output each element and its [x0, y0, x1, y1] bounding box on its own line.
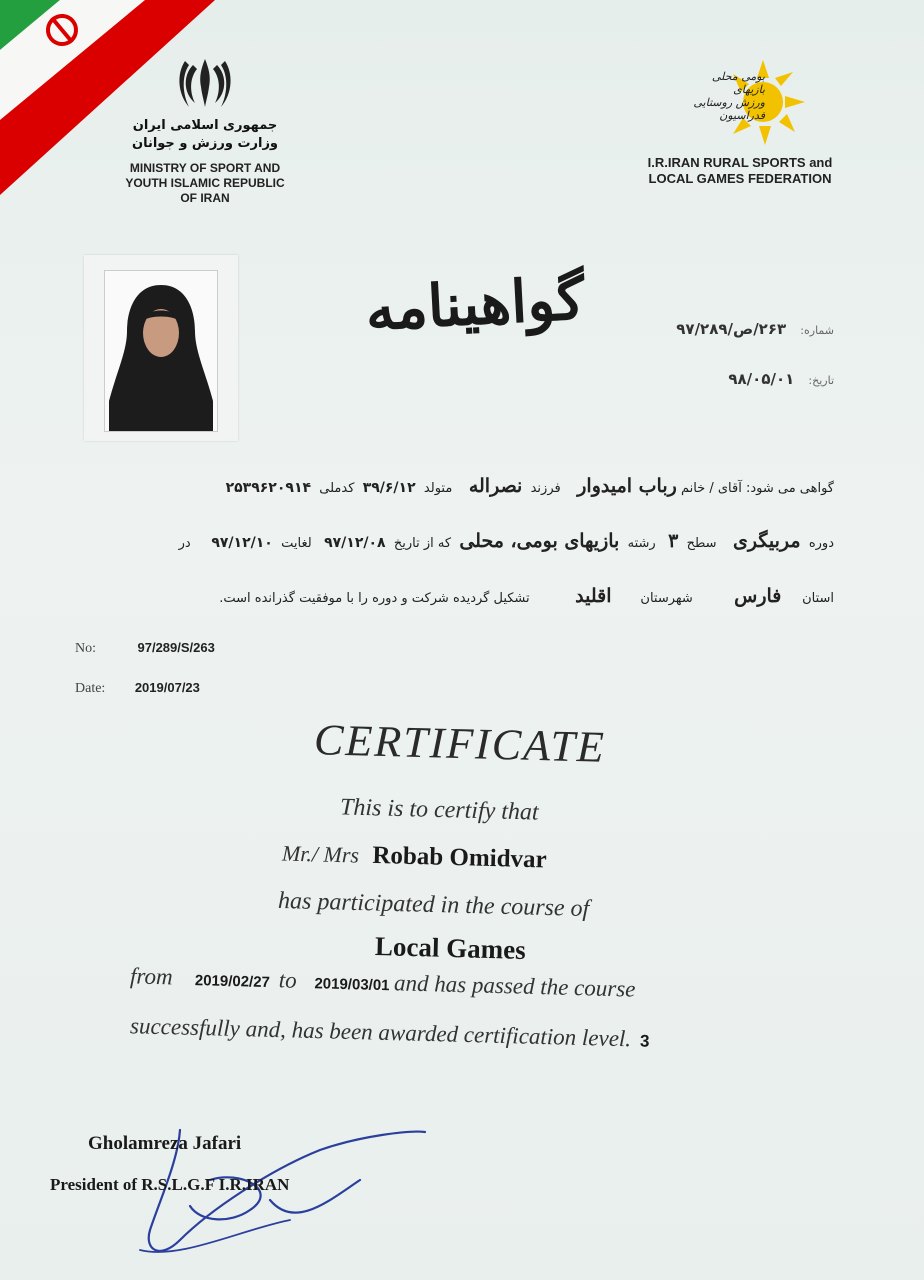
- name-line: [282, 840, 547, 875]
- fa-l3-a: استان: [802, 591, 834, 606]
- fa-birth-date: ۳۹/۶/۱۲: [362, 480, 416, 496]
- fa-date-label: تاریخ:: [808, 374, 834, 387]
- en-date-row: [75, 680, 200, 697]
- portrait-image: [105, 271, 217, 431]
- certify-line: This is to certify that: [339, 794, 539, 826]
- signatory-name: Gholamreza Jafari: [88, 1133, 242, 1154]
- federation-header: [630, 60, 850, 187]
- fed-logo-fa2: بازیهای: [733, 83, 765, 96]
- iran-emblem-icon: [177, 55, 233, 111]
- fa-date-row: [728, 370, 834, 388]
- awarded-line: [130, 1013, 650, 1053]
- ministry-en-name: [90, 161, 320, 206]
- passed-text: and has passed the course: [393, 970, 636, 1002]
- honorific: Mr./ Mrs: [281, 840, 360, 868]
- fa-holder-name: رباب امیدوار: [577, 475, 677, 497]
- fa-l3-c: تشکیل گردیده شرکت و دوره را با موفقیت گذرانده است.: [219, 591, 530, 606]
- dates-line: [130, 963, 636, 1002]
- fa-to-date: ۹۷/۱۲/۱۰: [211, 535, 273, 551]
- fa-level: ۳: [668, 530, 679, 552]
- federation-en-line2: LOCAL GAMES FEDERATION: [648, 171, 832, 186]
- signatory-title: President of R.S.L.G.F I.R.IRAN: [50, 1175, 290, 1194]
- fa-from-date: ۹۷/۱۲/۰۸: [324, 535, 386, 551]
- ministry-en-line1: MINISTRY OF SPORT AND: [129, 161, 281, 175]
- federation-en-line1: I.R.IRAN RURAL SPORTS and: [647, 155, 833, 170]
- awarded-level: 3: [639, 1031, 650, 1051]
- fa-father-name: نصراله: [468, 475, 523, 497]
- to-date: 2019/03/01: [314, 975, 390, 995]
- fa-number-row: [676, 320, 834, 338]
- en-date-value: 2019/07/23: [134, 680, 200, 695]
- fa-number-value: ۲۶۳/ص/۹۷/۲۸۹: [676, 320, 787, 338]
- awarded-text: successfully and, has been awarded certification level.: [129, 1013, 632, 1052]
- fed-logo-fa1: بومی محلی: [711, 70, 765, 83]
- holder-photo: [84, 255, 238, 441]
- fed-logo-fa4: فدراسیون: [719, 109, 765, 122]
- fa-l2-a: دوره: [808, 536, 834, 551]
- fa-l2-f: در: [178, 536, 191, 551]
- en-date-label: Date:: [75, 681, 106, 696]
- fa-number-label: شماره:: [800, 324, 834, 337]
- fa-national-id: ۲۵۳۹۶۲۰۹۱۴: [225, 480, 312, 496]
- ministry-fa-line1: جمهوری اسلامی ایران: [132, 118, 278, 133]
- fa-date-value: ۹۸/۰۵/۰۱: [728, 370, 795, 388]
- ministry-fa-line2: وزارت ورزش و جوانان: [131, 136, 279, 151]
- fa-l2-b: سطح: [686, 536, 717, 551]
- holder-name: Robab Omidvar: [372, 841, 548, 874]
- certificate-title: CERTIFICATE: [313, 715, 607, 772]
- fa-l2-d: که از تاریخ: [393, 536, 452, 551]
- federation-en-name: [630, 155, 850, 187]
- fa-province: فارس: [734, 585, 782, 607]
- fa-course: مربیگری: [733, 530, 801, 552]
- fed-logo-fa3: ورزش روستایی: [693, 96, 765, 109]
- to-label: to: [278, 967, 298, 993]
- fa-l2-c: رشته: [627, 536, 656, 551]
- course-name: Local Games: [374, 931, 527, 965]
- ministry-en-line2: YOUTH ISLAMIC REPUBLIC: [125, 176, 285, 190]
- fa-l2-e: لغایت: [281, 536, 312, 551]
- ministry-header: [90, 55, 320, 206]
- fa-body-line3: [219, 585, 834, 607]
- en-number-value: 97/289/S/263: [137, 640, 215, 655]
- fa-l1-b: فرزند: [530, 481, 561, 496]
- fa-l1-d: کدملی: [319, 481, 355, 496]
- from-label: from: [129, 963, 174, 990]
- fa-field: بازیهای بومی، محلی: [459, 530, 620, 552]
- en-number-row: [75, 640, 215, 657]
- fa-l1-c: متولد: [423, 481, 453, 496]
- fa-city: اقلید: [575, 585, 612, 607]
- from-date: 2019/02/27: [194, 972, 271, 992]
- fa-body-line2: [179, 530, 834, 552]
- fa-body-line1: [226, 475, 834, 497]
- fa-certificate-title: گواهینامه: [363, 264, 587, 344]
- fa-l3-b: شهرستان: [640, 591, 693, 606]
- ministry-en-line3: OF IRAN: [180, 191, 230, 205]
- en-number-label: No:: [75, 641, 96, 656]
- participated-line: has participated in the course of: [277, 887, 590, 923]
- federation-logo: [675, 60, 805, 145]
- fa-l1-a: گواهی می شود: آقای / خانم: [680, 481, 834, 496]
